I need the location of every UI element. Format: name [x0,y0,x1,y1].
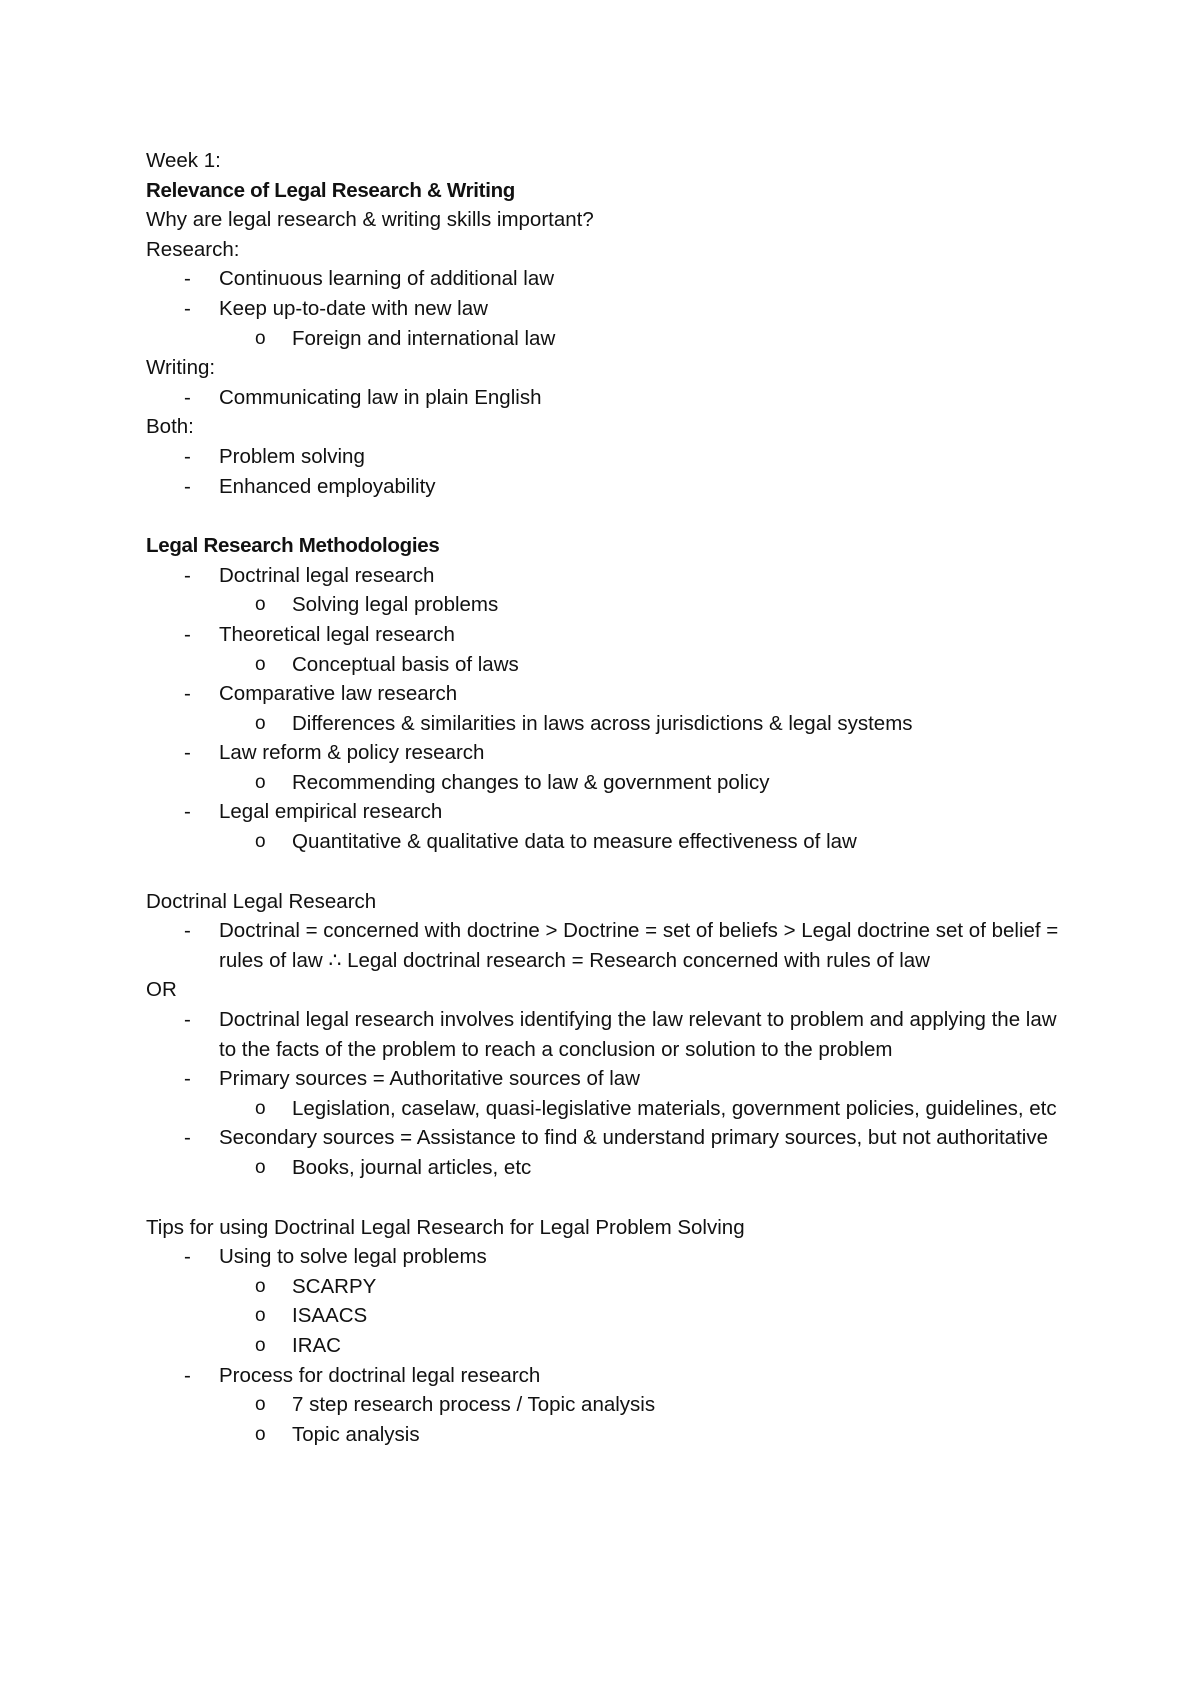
circle-bullet: o [255,712,266,734]
list-item: - Theoretical legal research o Conceptual basis of laws [146,620,1076,679]
sub-list-item: o SCARPY [219,1272,1076,1302]
list-item: - Doctrinal = concerned with doctrine > Doctrine = set of beliefs > Legal doctrine set of belief = rules of law ∴ Legal doctrinal research = Research concerned with rules of law [146,916,1076,975]
circle-bullet: o [255,653,266,675]
section-heading-methodologies: Legal Research Methodologies [146,534,440,558]
spacer [146,1183,1076,1213]
sub-list-item: o Differences & similarities in laws across jurisdictions & legal systems [219,709,1076,739]
circle-bullet: o [255,1423,266,1445]
research-label: Research: [146,237,240,261]
both-list [146,442,1076,501]
circle-bullet: o [255,1157,266,1178]
dash-bullet: - [184,800,191,824]
tips-list [146,1242,1076,1449]
list-item: - Secondary sources = Assistance to find & understand primary sources, but not authoritative o Books, journal articles, etc [146,1123,1076,1182]
document-body [146,146,1076,1449]
sub-list-item: o Topic analysis [219,1420,1076,1450]
sub-list [219,768,1076,798]
writing-label: Writing: [146,356,216,380]
dash-bullet: - [184,444,191,468]
list-item: - Communicating law in plain English [146,383,1076,413]
spacer [146,857,1076,887]
list-item: - Primary sources = Authoritative sources of law o Legislation, caselaw, quasi-legislative materials, government policies, guidelines, etc [146,1064,1076,1123]
research-list [146,264,1076,353]
dash-bullet: - [184,1008,191,1032]
both-label: Both: [146,415,194,439]
spacer [146,501,1076,531]
list-item: - Problem solving [146,442,1076,472]
list-item: - Law reform & policy research o Recommending changes to law & government policy [146,738,1076,797]
sub-list [219,1094,1076,1124]
circle-bullet: o [255,771,266,793]
sub-list-item: o Books, journal articles, etc [219,1153,1076,1183]
list-item: - Doctrinal legal research o Solving legal problems [146,561,1076,620]
doctrinal-list-b [146,1005,1076,1183]
sub-list [219,1272,1076,1361]
circle-bullet: o [255,594,266,616]
dash-bullet: - [184,682,191,706]
list-item: - Legal empirical research o Quantitative & qualitative data to measure effectiveness of law [146,797,1076,856]
sub-list [219,1390,1076,1449]
sub-list [219,827,1076,857]
dash-bullet: - [184,1363,191,1387]
dash-bullet: - [184,1067,191,1091]
sub-list-item: o ISAACS [219,1301,1076,1331]
methodologies-list [146,561,1076,857]
section-heading-relevance: Relevance of Legal Research & Writing [146,178,516,202]
dash-bullet: - [184,267,191,291]
dash-bullet: - [184,296,191,320]
sub-list-item: o Quantitative & qualitative data to measure effectiveness of law [219,827,1076,857]
list-item: - Comparative law research o Differences & similarities in laws across jurisdictions & legal systems [146,679,1076,738]
section-heading-doctrinal: Doctrinal Legal Research [146,889,377,913]
circle-bullet: o [255,1334,266,1356]
list-item: - Using to solve legal problems o SCARPY o ISAACS o IRAC [146,1242,1076,1360]
sub-list [219,324,1076,354]
sub-list-item: o 7 step research process / Topic analysis [219,1390,1076,1420]
sub-list [219,709,1076,739]
sub-list-item: o Legislation, caselaw, quasi-legislative materials, government policies, guidelines, etc [219,1094,1076,1124]
dash-bullet: - [184,385,191,409]
sub-list-item: o Conceptual basis of laws [219,650,1076,680]
sub-list [219,650,1076,680]
circle-bullet: o [255,831,266,853]
section-heading-tips: Tips for using Doctrinal Legal Research for Legal Problem Solving [146,1215,745,1239]
writing-list [146,383,1076,413]
dash-bullet: - [184,741,191,765]
sub-list [219,1153,1076,1183]
sub-list-item: o IRAC [219,1331,1076,1361]
dash-bullet: - [184,1245,191,1269]
doctrinal-list-a [146,916,1076,975]
sub-list-item: o Solving legal problems [219,590,1076,620]
or-label: OR [146,978,177,1002]
dash-bullet: - [184,919,191,943]
list-item: - Doctrinal legal research involves identifying the law relevant to problem and applying the law to the facts of the problem to reach a conclusion or solution to the problem [146,1005,1076,1064]
sub-list-item: o Recommending changes to law & government policy [219,768,1076,798]
week-label: Week 1: [146,149,221,172]
sub-list [219,590,1076,620]
circle-bullet: o [255,1305,266,1327]
question-text: Why are legal research & writing skills important? [146,208,594,232]
circle-bullet: o [255,1097,266,1119]
circle-bullet: o [255,327,266,349]
dash-bullet: - [184,474,191,498]
sub-list-item: o Foreign and international law [219,324,1076,354]
circle-bullet: o [255,1275,266,1297]
dash-bullet: - [184,622,191,646]
circle-bullet: o [255,1394,266,1416]
list-item: - Continuous learning of additional law [146,264,1076,294]
dash-bullet: - [184,563,191,587]
list-item: - Process for doctrinal legal research o 7 step research process / Topic analysis o Topic analysis [146,1361,1076,1450]
dash-bullet: - [184,1126,191,1150]
list-item: - Keep up-to-date with new law o Foreign and international law [146,294,1076,353]
list-item: - Enhanced employability [146,472,1076,502]
